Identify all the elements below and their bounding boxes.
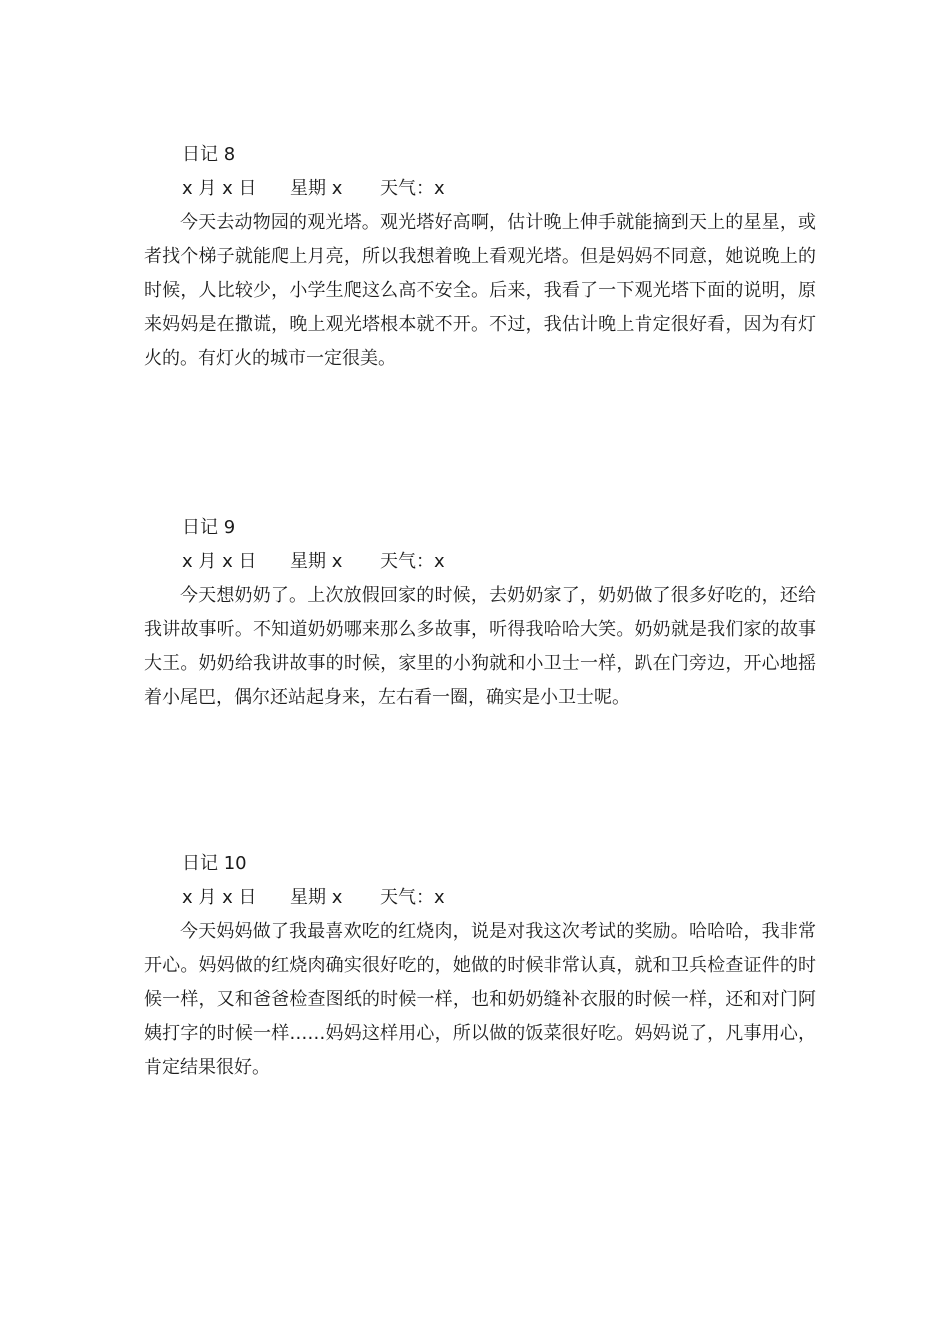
- diary-body: 今天妈妈做了我最喜欢吃的红烧肉，说是对我这次考试的奖励。哈哈哈，我非常开心。妈妈做的红烧肉确实很好吃的，她做的时候非常认真，就和卫兵检查证件的时候一样，又和爸爸检查图纸的时候一样，也和奶奶缝补衣服的时候一样，还和对门阿姨打字的时候一样……妈妈这样用心，所以做的饭菜很好吃。妈妈说了，凡事用心，肯定结果很好。: [144, 921, 816, 1078]
- diary-entry-9: [144, 511, 816, 715]
- diary-date: x 月 x 日: [182, 178, 257, 199]
- diary-meta: [144, 545, 816, 579]
- diary-weather: 天气：x: [380, 551, 445, 572]
- diary-weather: 天气：x: [380, 178, 445, 199]
- diary-weather: 天气：x: [380, 887, 445, 908]
- diary-weekday: 星期 x: [290, 178, 343, 199]
- diary-title: 日记 9: [182, 517, 236, 538]
- diary-title: 日记 10: [182, 853, 247, 874]
- diary-meta: [144, 172, 816, 206]
- diary-date: x 月 x 日: [182, 887, 257, 908]
- diary-title: 日记 8: [182, 144, 236, 165]
- diary-date: x 月 x 日: [182, 551, 257, 572]
- diary-entry-10: [144, 847, 816, 1085]
- diary-body: 今天想奶奶了。上次放假回家的时候，去奶奶家了，奶奶做了很多好吃的，还给我讲故事听。不知道奶奶哪来那么多故事，听得我哈哈大笑。奶奶就是我们家的故事大王。奶奶给我讲故事的时候，家里的小狗就和小卫士一样，趴在门旁边，开心地摇着小尾巴，偶尔还站起身来，左右看一圈，确实是小卫士呢。: [144, 585, 816, 708]
- diary-meta: [144, 881, 816, 915]
- diary-entry-8: [144, 138, 816, 376]
- diary-weekday: 星期 x: [290, 887, 343, 908]
- diary-weekday: 星期 x: [290, 551, 343, 572]
- diary-body: 今天去动物园的观光塔。观光塔好高啊，估计晚上伸手就能摘到天上的星星，或者找个梯子就能爬上月亮，所以我想着晚上看观光塔。但是妈妈不同意，她说晚上的时候，人比较少，小学生爬这么高不安全。后来，我看了一下观光塔下面的说明，原来妈妈是在撒谎，晚上观光塔根本就不开。不过，我估计晚上肯定很好看，因为有灯火的。有灯火的城市一定很美。: [144, 212, 816, 369]
